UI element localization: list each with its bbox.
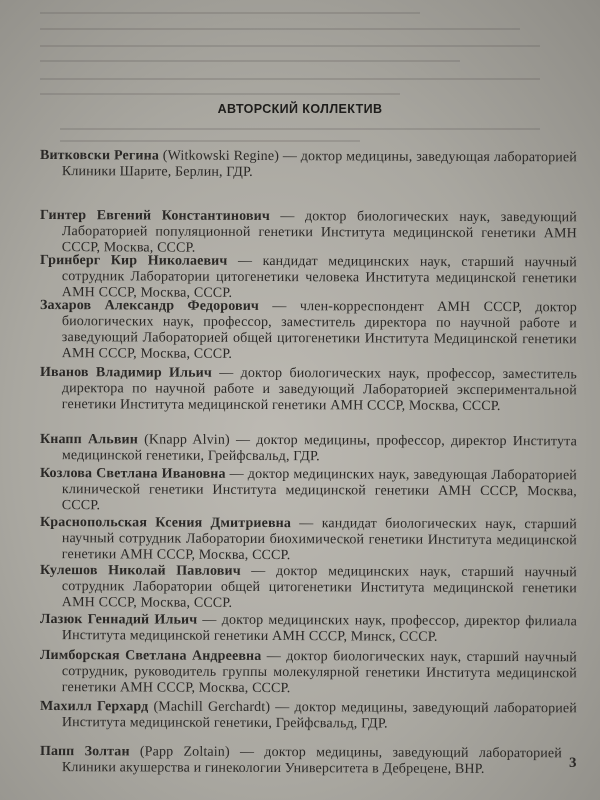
author-entry (40, 563, 577, 613)
author-description: — доктор медицинских наук, старший научный сотрудник Лаборатории общей цитогенетики Института медицинской генетики АМН СССР, Москва, СССР. (61, 563, 577, 611)
author-entry (40, 208, 577, 258)
author-entry (40, 466, 577, 516)
author-entry (40, 515, 577, 565)
author-name: Витковски Регина (39, 148, 160, 164)
author-description: — доктор биологических наук, старший научный сотрудник, руководитель группы молекулярной генетики Института медицинской генетики АМН СССР, Москва, СССР. (61, 648, 577, 697)
author-description: — доктор медицинских наук, заведующая Лабораторией клинической генетики Института медицинской генетики АМН СССР, Москва, СССР. (61, 466, 577, 514)
author-name: Лимборская Светлана Андреевна (39, 648, 262, 664)
author-name: Захаров Александр Федорович (39, 298, 260, 314)
author-entry (40, 432, 577, 466)
author-entry (40, 365, 577, 415)
author-name: Гинтер Евгений Константинович (39, 208, 270, 225)
author-name: Гринберг Кир Николаевич (39, 253, 228, 269)
author-entry (40, 612, 577, 646)
author-entry (40, 298, 577, 364)
author-entry (40, 744, 562, 778)
author-name: Козлова Светлана Ивановна (39, 466, 226, 482)
author-description: — кандидат медицинских наук, старший научный сотрудник Лаборатории цитогенетики человека Института медицинской генетики АМН СССР, Москва, СССР. (61, 253, 577, 301)
author-description: — член-корреспондент АМН СССР, доктор биологических наук, профессор, заместитель директора по научной работе и заведующий Лабораторией общей цитогенетики Института Медицинской генетики АМН СССР, Москва, СССР. (61, 298, 577, 362)
author-name: Кнапп Альвин (39, 432, 139, 448)
page-title: АВТОРСКИЙ КОЛЛЕКТИВ (217, 102, 383, 116)
author-name: Махилл Герхард (39, 699, 149, 715)
author-description: — доктор биологических наук, заведующий Лабораторией популяционной генетики Института медицинской генетики АМН СССР, Москва, СССР. (61, 209, 577, 256)
author-description: (Machill Gerchardt) — доктор медицины, заведующий лабораторией Института медицинской генетики, Грейфсвальд, ГДР. (61, 699, 577, 732)
author-description: — доктор биологических наук, профессор, заместитель директора по научной работе и заведующий Лабораторией экспериментальной генетики Института медицинской генетики АМН СССР, Москва, СССР. (61, 365, 577, 415)
author-name: Папп Золтан (39, 744, 130, 760)
author-name: Иванов Владимир Ильич (39, 365, 212, 381)
author-description: (Knapp Alvin) — доктор медицины, профессор, директор Института медицинской генетики, Грейфсвальд, ГДР. (61, 432, 577, 465)
author-entry (40, 253, 577, 303)
author-entry (40, 699, 577, 733)
author-description: — кандидат биологических наук, старший научный сотрудник Лаборатории биохимической генетики Института медицинской генетики АМН СССР, Москва, СССР. (61, 516, 577, 564)
page-number: 3 (569, 755, 577, 771)
author-description: (Witkowski Regine) — доктор медицины, заведующая лабораторией Клиники Шарите, Берлин, ГДР. (61, 148, 577, 180)
author-name: Лазюк Геннадий Ильич (39, 612, 198, 628)
author-entry (40, 648, 577, 698)
author-description: (Papp Zoltain) — доктор медицины, заведующий лабораторией Клиники акушерства и гинекологии Университета в Дебрецене, ВНР. (61, 744, 562, 777)
author-name: Кулешов Николай Павлович (39, 563, 241, 579)
author-description: — доктор медицинских наук, профессор, директор филиала Института медицинской генетики АМН СССР, Минск, СССР. (61, 612, 577, 645)
author-name: Краснопольская Ксения Дмитриевна (39, 515, 292, 532)
author-entry (40, 148, 577, 182)
